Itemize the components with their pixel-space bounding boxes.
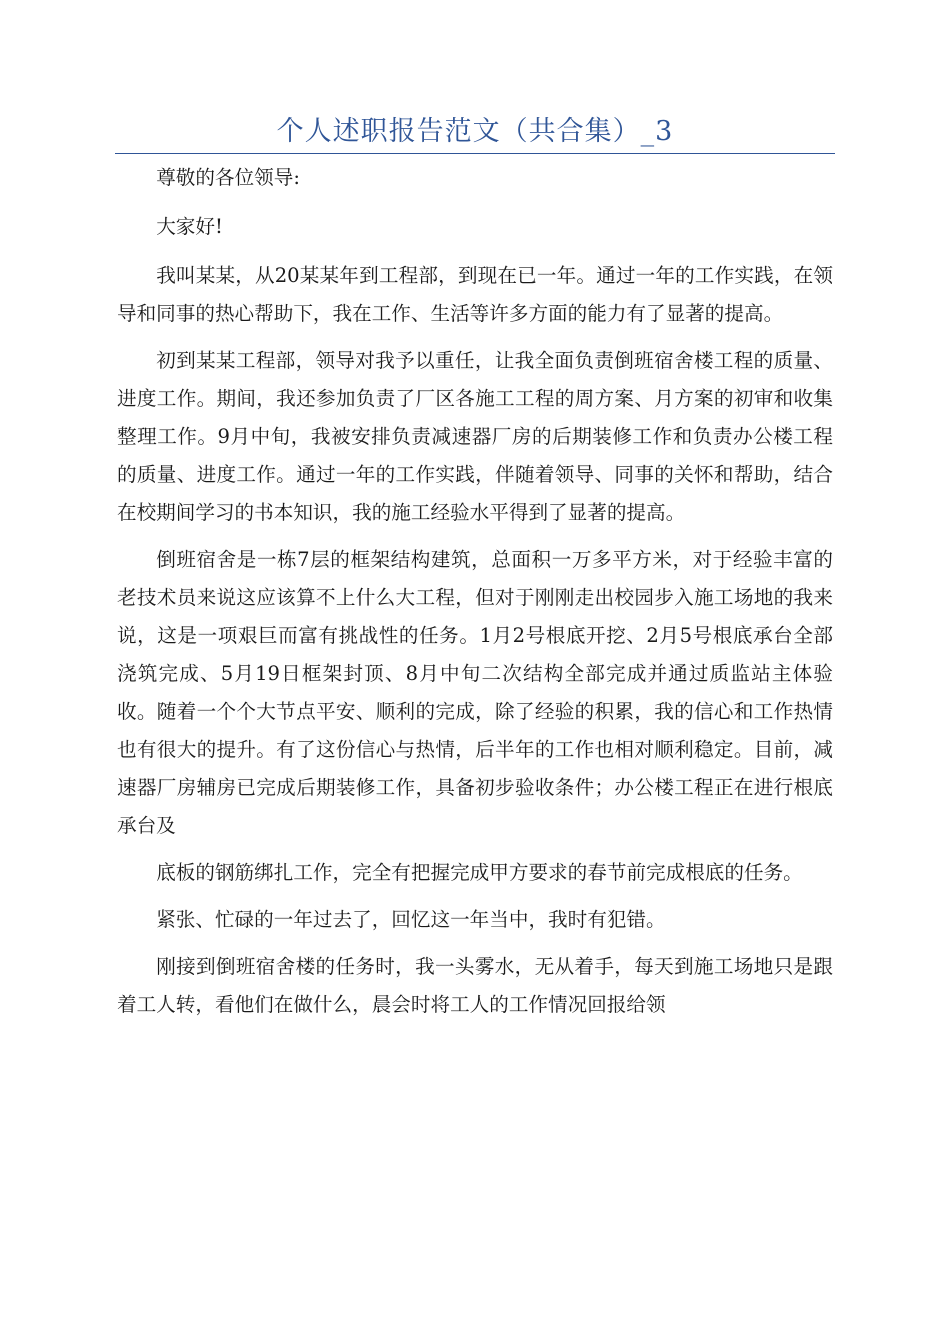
paragraph: 我叫某某，从20某某年到工程部，到现在已一年。通过一年的工作实践，在领导和同事的热心帮助下，我在工作、生活等许多方面的能力有了显著的提高。 — [117, 264, 833, 325]
paragraph: 紧张、忙碌的一年过去了，回忆这一年当中，我时有犯错。 — [156, 908, 666, 931]
paragraph-salutation: 尊敬的各位领导: — [156, 166, 300, 189]
paragraph: 倒班宿舍是一栋7层的框架结构建筑，总面积一万多平方米，对于经验丰富的老技术员来说这应该算不上什么大工程，但对于刚刚走出校园步入施工场地的我来说，这是一项艰巨而富有挑战性的任务。1月2号根底开挖、2月5号根底承台全部浇筑完成、5月19日框架封顶、8月中旬二次结构全部完成并通过质监站主体验收。随着一个个大节点平安、顺利的完成，除了经验的积累，我的信心和工作热情也有很大的提升。有了这份信心与热情，后半年的工作也相对顺利稳定。目前，减速器厂房辅房已完成后期装修工作，具备初步验收条件；办公楼工程正在进行根底承台及 — [117, 548, 833, 837]
document-title: 个人述职报告范文（共合集）_3 — [276, 116, 674, 147]
paragraph: 初到某某工程部，领导对我予以重任，让我全面负责倒班宿舍楼工程的质量、进度工作。期间，我还参加负责了厂区各施工工程的周方案、月方案的初审和收集整理工作。9月中旬，我被安排负责减速器厂房的后期装修工作和负责办公楼工程的质量、进度工作。通过一年的工作实践，伴随着领导、同事的关怀和帮助，结合在校期间学习的书本知识，我的施工经验水平得到了显著的提高。 — [117, 349, 833, 524]
paragraph-greeting: 大家好! — [156, 215, 223, 238]
document-body — [117, 148, 833, 1024]
paragraph: 底板的钢筋绑扎工作，完全有把握完成甲方要求的春节前完成根底的任务。 — [156, 861, 803, 884]
paragraph: 刚接到倒班宿舍楼的任务时，我一头雾水，无从着手，每天到施工场地只是跟着工人转，看他们在做什么，晨会时将工人的工作情况回报给领 — [117, 955, 833, 1016]
